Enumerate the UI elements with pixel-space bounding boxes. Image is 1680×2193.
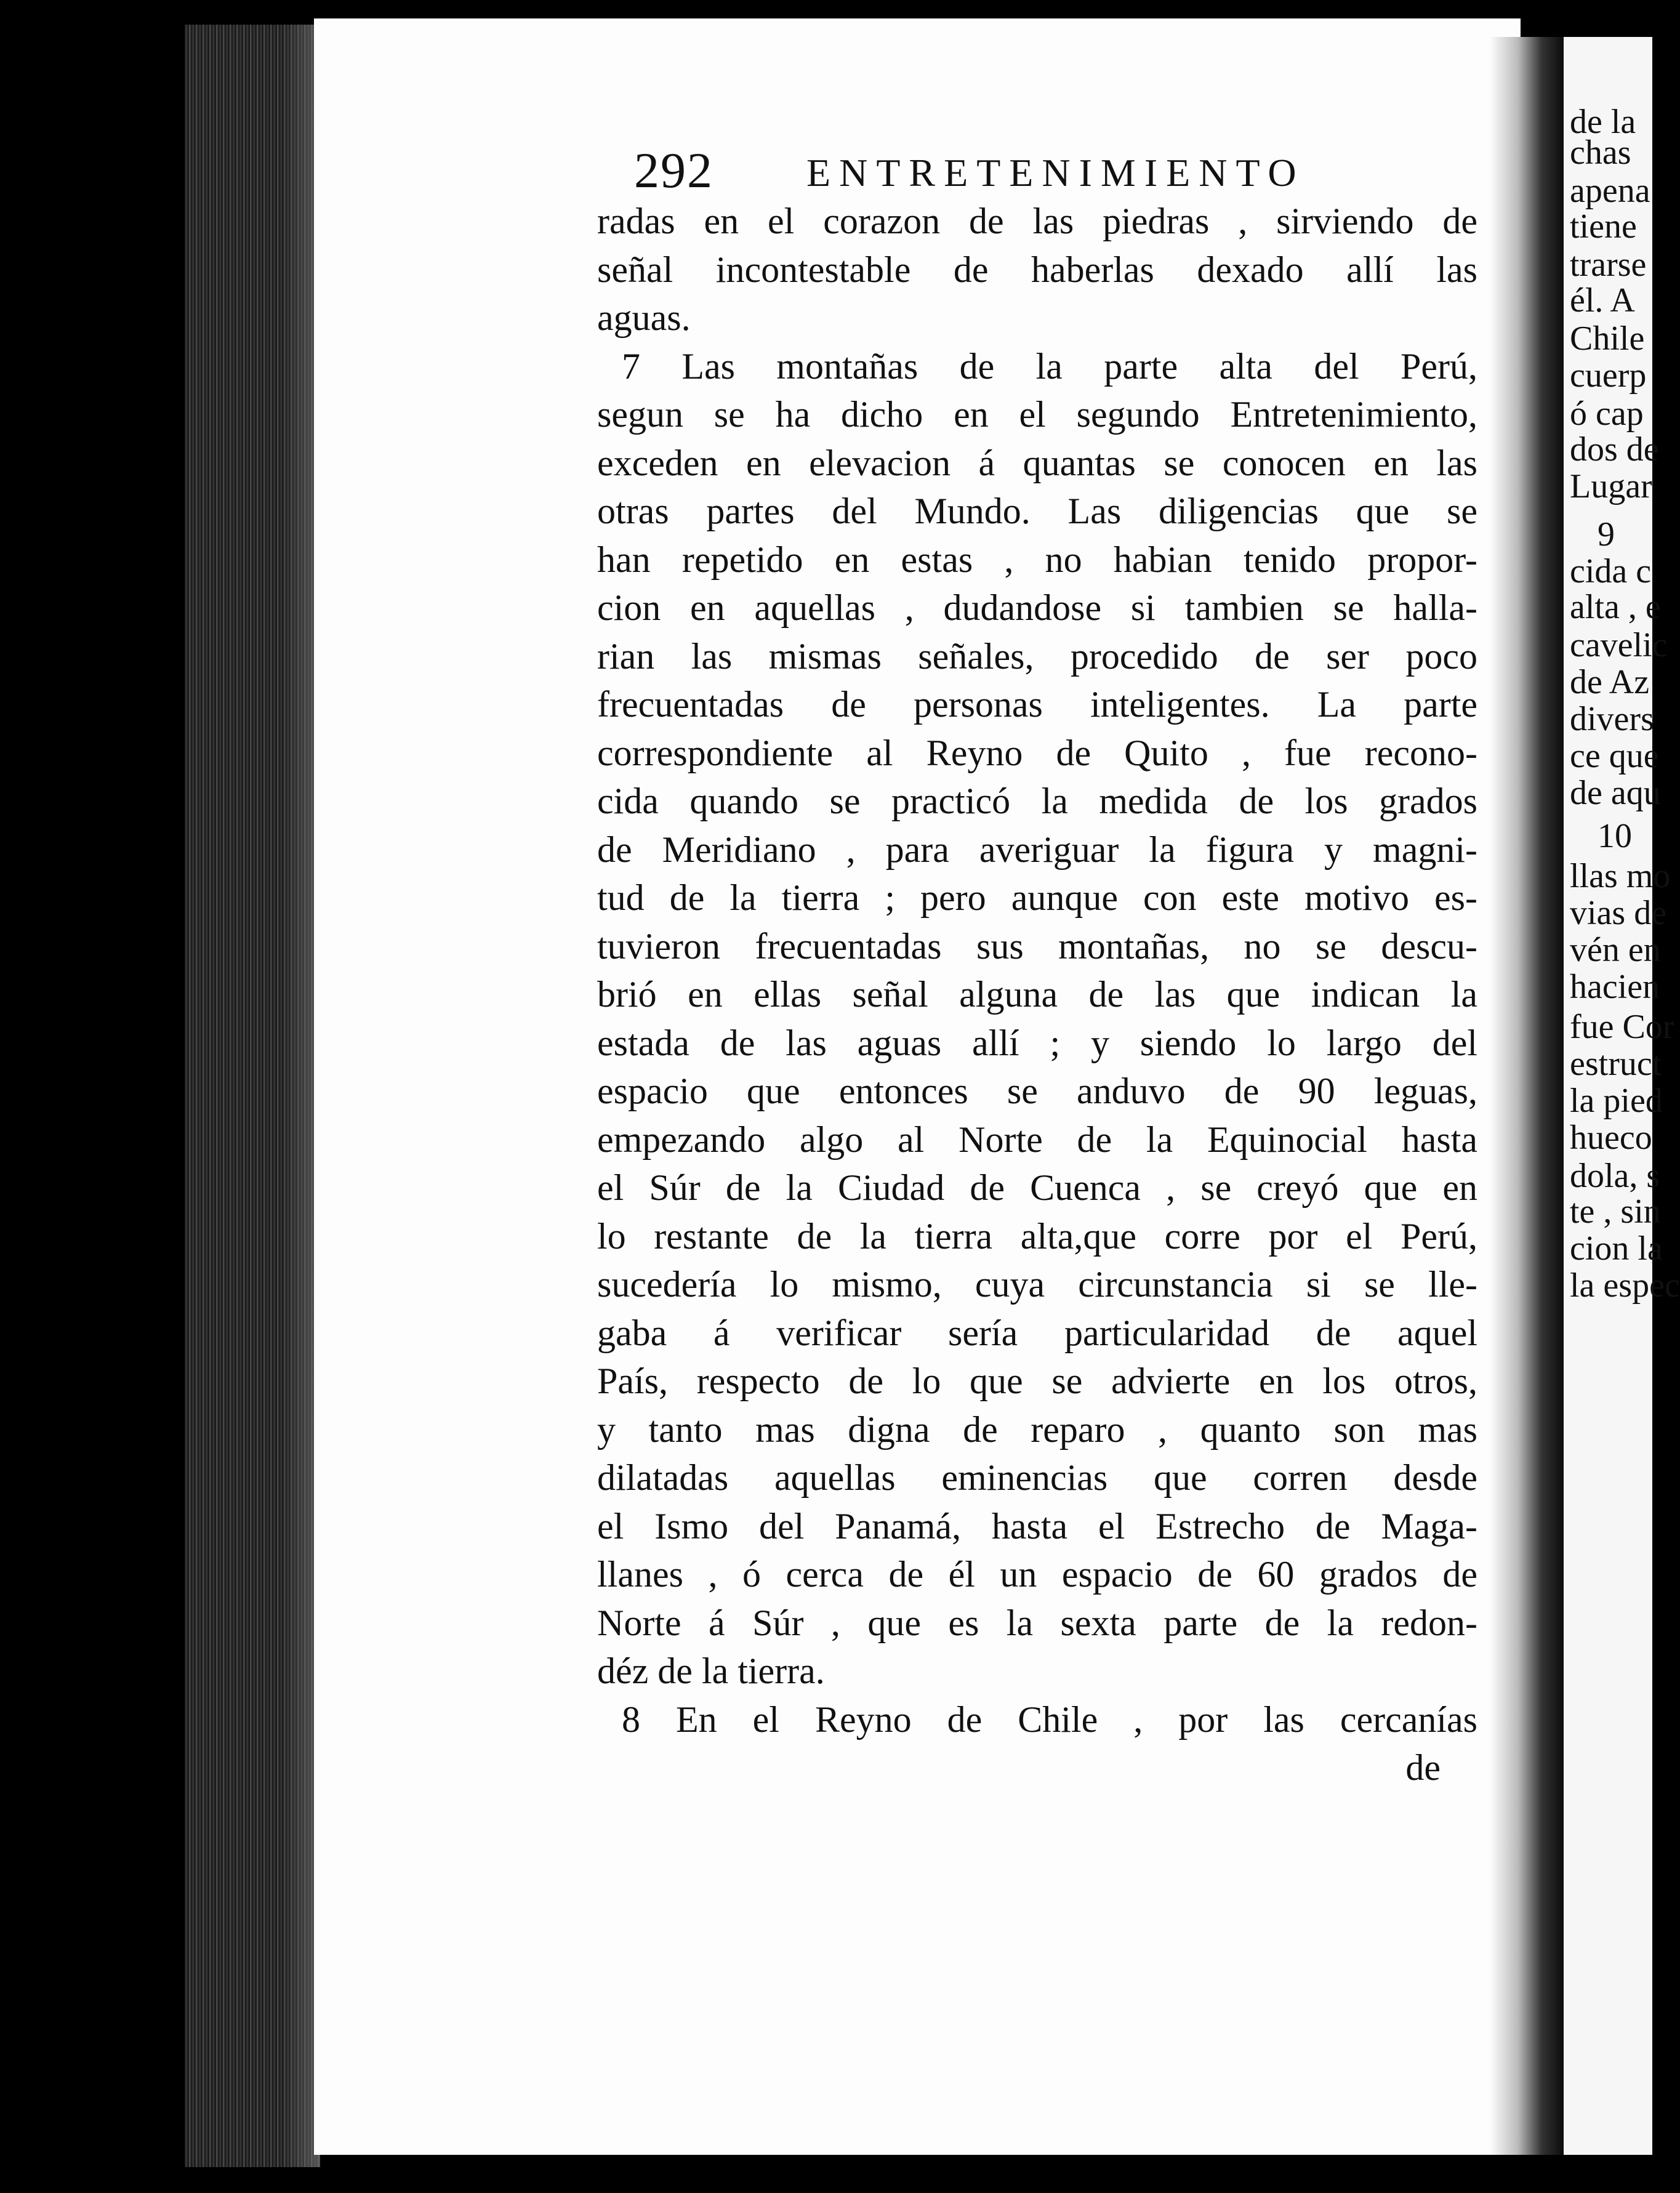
body-text [597,197,1477,1792]
text-line: 7 Las montañas de la parte alta del Perú, [622,345,1477,387]
facing-page-line: de aqu [1570,774,1661,812]
facing-page-line: hueco [1570,1119,1652,1157]
facing-page-line: estruct [1570,1045,1662,1083]
running-title: ENTRETENIMIENTO [806,151,1305,195]
text-line: gaba á verificar sería particularidad de aquel [597,1312,1477,1353]
text-line: otras partes del Mundo. Las diligencias que se [597,491,1477,531]
text-line: cida quando se practicó la medida de los grados [597,781,1477,821]
text-line: han repetido en estas , no habian tenido propor- [597,539,1477,580]
text-line: lo restante de la tierra alta,que corre por el Perú, [597,1215,1477,1257]
book-gutter-shadow [1490,37,1570,2155]
facing-page-line: vén en [1570,931,1661,969]
text-line: 8 En el Reyno de Chile , por las cercanías [622,1699,1477,1740]
text-line: radas en el corazon de las piedras , sirviendo de [597,201,1477,241]
text-line: dilatadas aquellas eminencias que corren desde [597,1457,1477,1498]
facing-page-line: trarse [1570,246,1647,284]
scan-border [0,0,185,2193]
facing-page-line: alta , e [1570,588,1661,626]
facing-page-line: tiene [1570,207,1637,246]
facing-page-line: cida c [1570,552,1652,590]
facing-page-line: cion la [1570,1229,1663,1268]
facing-page-line: llas mo [1570,857,1671,895]
facing-page-line: 9 [1598,515,1615,553]
facing-page-line: fue Cor [1570,1008,1674,1046]
text-line: correspondiente al Reyno de Quito , fue recono- [597,732,1477,773]
text-line: estada de las aguas allí ; y siendo lo largo del [597,1022,1477,1063]
catchword: de [1405,1747,1441,1788]
text-line: tuvieron frecuentadas sus montañas, no se descu- [597,925,1477,967]
facing-page-line: él. A [1570,281,1635,320]
facing-page-line: ó cap [1570,395,1644,433]
facing-page-line: de Az [1570,663,1650,701]
facing-page-line: apena [1570,172,1650,210]
facing-page-line: hacien [1570,968,1660,1006]
text-line: País, respecto de lo que se advierte en los otros, [597,1361,1477,1401]
facing-page-line: la pied [1570,1082,1663,1120]
facing-page-line: te , sin [1570,1193,1661,1231]
facing-page-line: Lugar [1570,467,1652,505]
text-line: llanes , ó cerca de él un espacio de 60 grados de [597,1554,1477,1595]
text-line: espacio que entonces se anduvo de 90 leguas, [597,1071,1477,1111]
facing-page-line: cuerp [1570,356,1647,395]
text-line: y tanto mas digna de reparo , quanto son mas [597,1409,1477,1450]
text-line: señal incontestable de haberlas dexado allí las [597,249,1477,290]
text-line: aguas. [597,297,691,338]
text-line: Norte á Súr , que es la sexta parte de la redon- [597,1602,1477,1643]
page-number: 292 [634,142,713,198]
text-line: exceden en elevacion á quantas se conocen en las [597,442,1477,483]
text-line: de Meridiano , para averiguar la figura y magni- [597,829,1477,870]
facing-page-line: dos de [1570,430,1659,469]
facing-page-line: dola, s [1570,1157,1660,1195]
facing-page-line: vias de [1570,894,1667,932]
text-line: empezando algo al Norte de la Equinocial hasta [597,1119,1477,1160]
text-line: sucedería lo mismo, cuya circunstancia si se lle- [597,1264,1477,1305]
facing-page-line: la espec [1570,1266,1680,1305]
text-line: segun se ha dicho en el segundo Entretenimiento, [597,394,1477,435]
text-line: brió en ellas señal alguna de las que indican la [597,974,1477,1015]
facing-page-line: ce que [1570,737,1659,775]
facing-page-line: chas [1570,134,1631,172]
text-line: rian las mismas señales, procedido de ser poco [597,635,1477,677]
text-line: el Ismo del Panamá, hasta el Estrecho de Maga- [597,1505,1477,1547]
text-line: frecuentadas de personas inteligentes. La parte [597,684,1477,725]
text-line: déz de la tierra. [597,1651,825,1691]
page-header [634,142,1360,197]
facing-page-line: Chile [1570,320,1645,358]
book-page-edges [185,25,320,2167]
facing-page-line: divers [1570,700,1654,738]
text-line: tud de la tierra ; pero aunque con este motivo es- [597,877,1477,918]
facing-page [1564,37,1680,2155]
text-line: el Súr de la Ciudad de Cuenca , se creyó que en [597,1167,1477,1208]
facing-page-line: de la [1570,103,1636,141]
facing-page-line: 10 [1598,817,1632,855]
text-line: cion en aquellas , dudandose si tambien se halla- [597,587,1477,628]
facing-page-line: cavelic [1570,626,1668,664]
